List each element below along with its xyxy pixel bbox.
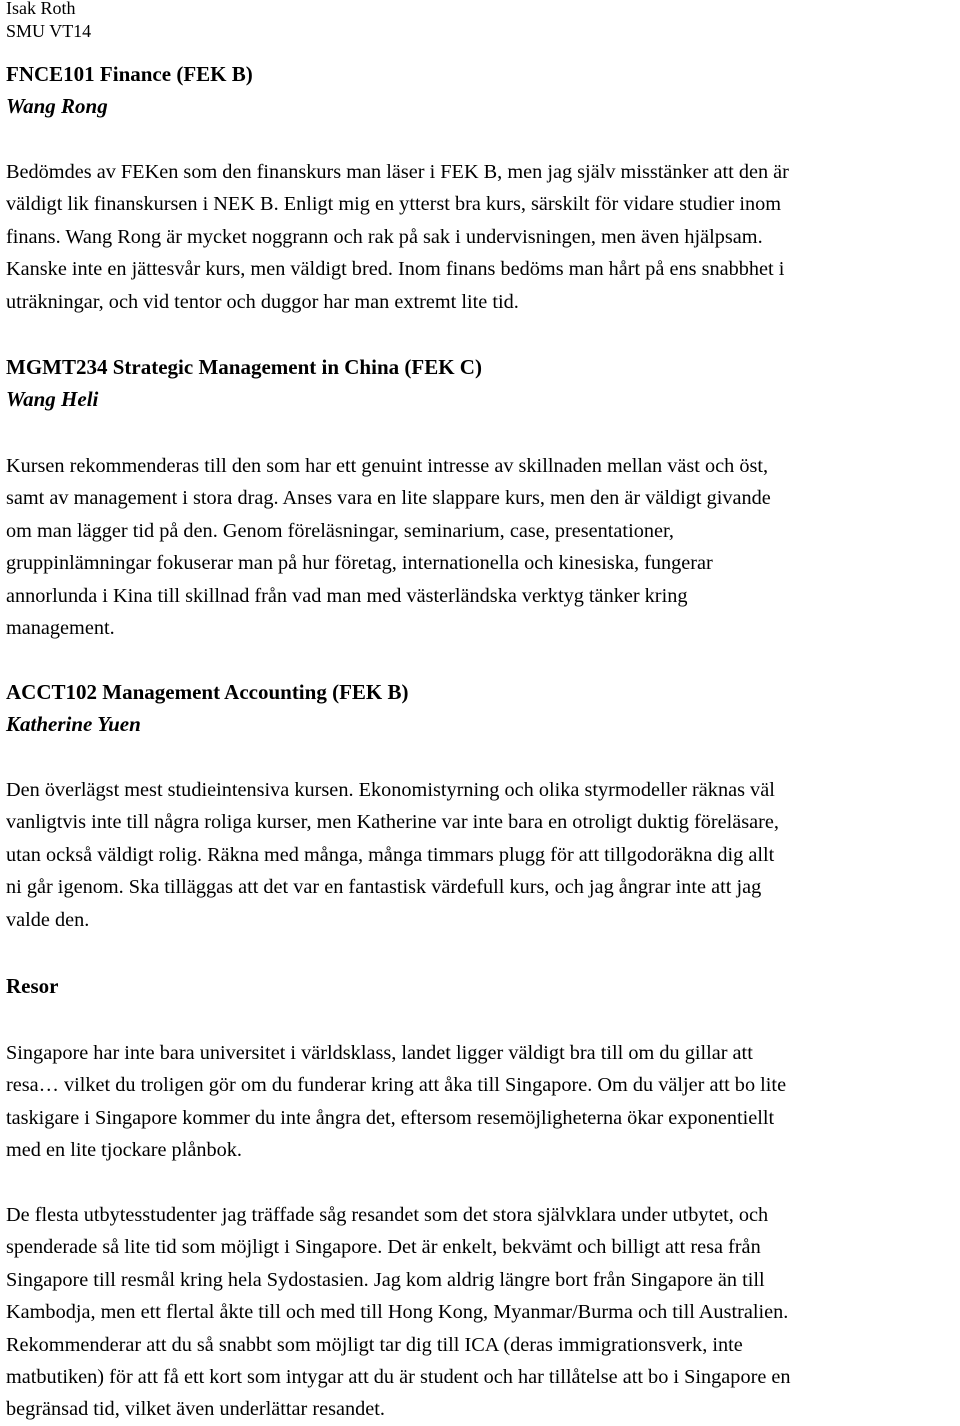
text-line: resa… vilket du troligen gör om du funderar kring att åka till Singapore. Om du väljer att bo lite xyxy=(6,1074,787,1097)
text-line: Bedömdes av FEKen som den finanskurs man läser i FEK B, men jag själv misstänker att den är xyxy=(6,161,789,183)
text-line: Singapore har inte bara universitet i världsklass, landet ligger väldigt bra till om du gillar att xyxy=(6,1042,753,1064)
text-line: med en lite tjockare plånbok. xyxy=(6,1139,242,1162)
section-heading: Resor xyxy=(6,974,59,998)
travel-paragraph xyxy=(6,1199,956,1426)
text-line: väldigt lik finanskursen i NEK B. Enligt mig en ytterst bra kurs, särskilt för vidare studier inom xyxy=(6,193,782,216)
text-line: gruppinlämningar fokuserar man på hur företag, internationella och kinesiska, fungerar xyxy=(6,552,713,575)
text-line: vanligtvis inte till några roliga kurser, men Katherine var inte bara en otroligt duktig föreläsare, xyxy=(6,811,779,834)
author-name: Isak Roth xyxy=(6,0,76,18)
course-title: FNCE101 Finance (FEK B) xyxy=(6,62,253,86)
text-line: begränsad tid, vilket även underlättar resandet. xyxy=(6,1398,385,1421)
text-line: Kursen rekommenderas till den som har ett genuint intresse av skillnaden mellan väst och öst, xyxy=(6,455,769,477)
text-line: Kambodja, men ett flertal åkte till och med till Hong Kong, Myanmar/Burma och till Australien. xyxy=(6,1301,789,1324)
text-line: finans. Wang Rong är mycket noggrann och rak på sak i undervisningen, men även hjälpsam. xyxy=(6,225,763,248)
course-description xyxy=(6,774,956,936)
text-line: om man lägger tid på den. Genom föreläsningar, seminarium, case, presentationer, xyxy=(6,519,674,542)
text-line: samt av management i stora drag. Anses vara en lite slappare kurs, men den är väldigt givande xyxy=(6,487,771,510)
course-teacher: Katherine Yuen xyxy=(6,712,141,736)
course-title: ACCT102 Management Accounting (FEK B) xyxy=(6,680,409,704)
text-line: valde den. xyxy=(6,908,90,931)
text-line: Kanske inte en jättesvår kurs, men väldigt bred. Inom finans bedöms man hårt på ens snabbhet i xyxy=(6,258,785,281)
course-description xyxy=(6,450,956,644)
text-line: Den överlägst mest studieintensiva kursen. Ekonomistyrning och olika styrmodeller räknas väl xyxy=(6,779,775,801)
text-line: utan också väldigt rolig. Räkna med många, många timmars plugg för att tillgodoräkna dig allt xyxy=(6,843,775,866)
course-teacher: Wang Heli xyxy=(6,387,99,411)
text-line: matbutiken) för att få ett kort som intygar att du är student och har tillåtelse att bo i Singapore en xyxy=(6,1366,791,1389)
text-line: annorlunda i Kina till skillnad från vad man med västerländska verktyg tänker kring xyxy=(6,584,688,607)
text-line: uträkningar, och vid tentor och duggor har man extremt lite tid. xyxy=(6,290,519,313)
semester-label: SMU VT14 xyxy=(6,21,92,41)
text-line: Rekommenderar att du så snabbt som möjligt tar dig till ICA (deras immigrationsverk, inte xyxy=(6,1333,743,1356)
text-line: taskigare i Singapore kommer du inte ångra det, eftersom resemöjligheterna ökar exponentiellt xyxy=(6,1106,775,1129)
course-description xyxy=(6,156,956,318)
course-teacher: Wang Rong xyxy=(6,94,108,118)
travel-paragraph xyxy=(6,1037,956,1167)
text-line: spenderade så lite tid som möjligt i Singapore. Det är enkelt, bekvämt och billigt att resa från xyxy=(6,1236,761,1259)
text-line: Singapore till resmål kring hela Sydostasien. Jag kom aldrig längre bort från Singapore än till xyxy=(6,1268,765,1291)
text-line: ni går igenom. Ska tilläggas att det var en fantastisk värdefull kurs, och jag ångrar inte att jag xyxy=(6,876,762,899)
course-title: MGMT234 Strategic Management in China (FEK C) xyxy=(6,355,482,379)
text-line: De flesta utbytesstudenter jag träffade såg resandet som det stora självklara under utbytet, och xyxy=(6,1204,769,1226)
text-line: management. xyxy=(6,617,115,640)
